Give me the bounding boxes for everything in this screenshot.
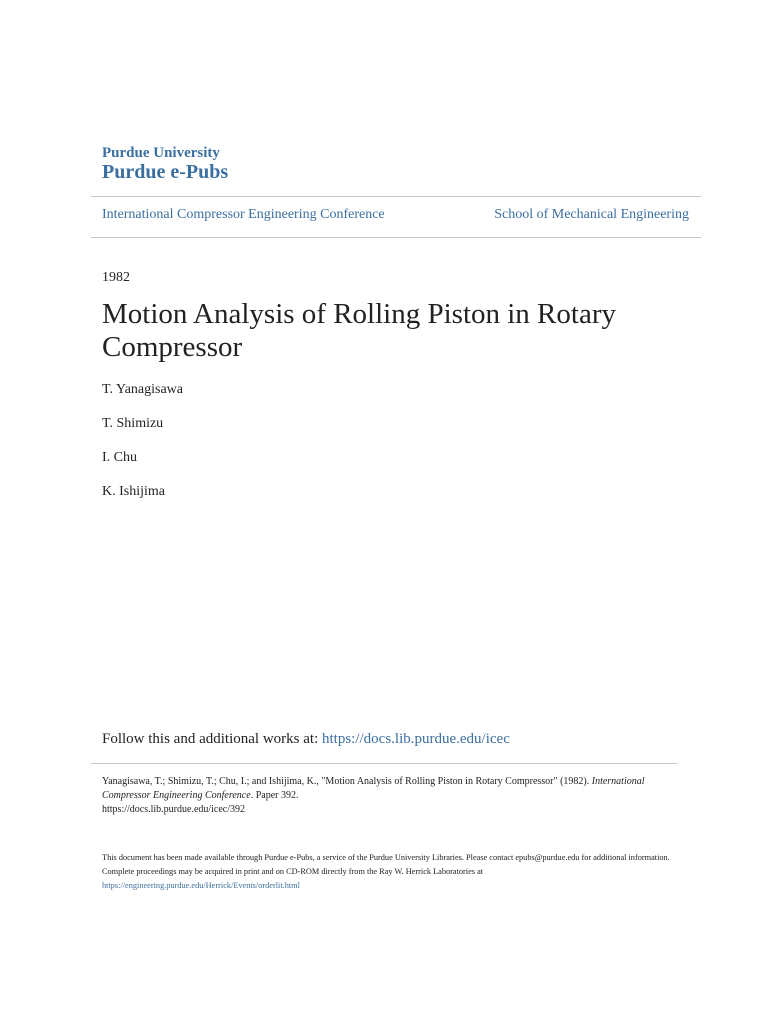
author-name: K. Ishijima <box>102 484 165 499</box>
paper-title: Motion Analysis of Rolling Piston in Rotary Compressor <box>102 298 616 363</box>
follow-link[interactable]: https://docs.lib.purdue.edu/icec <box>321 731 510 747</box>
notice-availability: This document has been made available through Purdue e-Pubs, a service of the Purdue University Libraries. Please contact epubs@purdue.edu for additional information. <box>102 853 670 862</box>
divider <box>91 237 701 238</box>
divider <box>91 763 678 764</box>
herrick-link[interactable]: https://engineering.purdue.edu/Herrick/Events/orderlit.html <box>102 881 300 890</box>
citation-block <box>102 775 682 817</box>
citation-text: Yanagisawa, T.; Shimizu, T.; Chu, I.; and Ishijima, K., "Motion Analysis of Rolling Piston in Rotary Compressor" (1982). <box>102 776 592 787</box>
citation-url: https://docs.lib.purdue.edu/icec/392 <box>102 804 246 815</box>
publication-year: 1982 <box>102 270 130 285</box>
follow-text: Follow this and additional works at: <box>102 731 322 747</box>
author-name: T. Yanagisawa <box>102 382 184 397</box>
conference-link[interactable]: International Compressor Engineering Conference <box>102 207 385 222</box>
author-name: T. Shimizu <box>102 416 164 431</box>
school-link[interactable]: School of Mechanical Engineering <box>494 207 689 222</box>
follow-line <box>102 731 510 748</box>
notice-block <box>102 851 682 893</box>
citation-venue: International Compressor Engineering Conference <box>102 776 645 801</box>
author-name: I. Chu <box>102 450 137 465</box>
repository-name[interactable]: Purdue e-Pubs <box>102 161 229 183</box>
notice-proceedings: Complete proceedings may be acquired in print and on CD-ROM directly from the Ray W. Herrick Laboratories at <box>102 867 484 876</box>
citation-paper-number: . Paper 392. <box>250 790 299 801</box>
divider <box>91 196 701 197</box>
university-name: Purdue University <box>102 145 220 161</box>
